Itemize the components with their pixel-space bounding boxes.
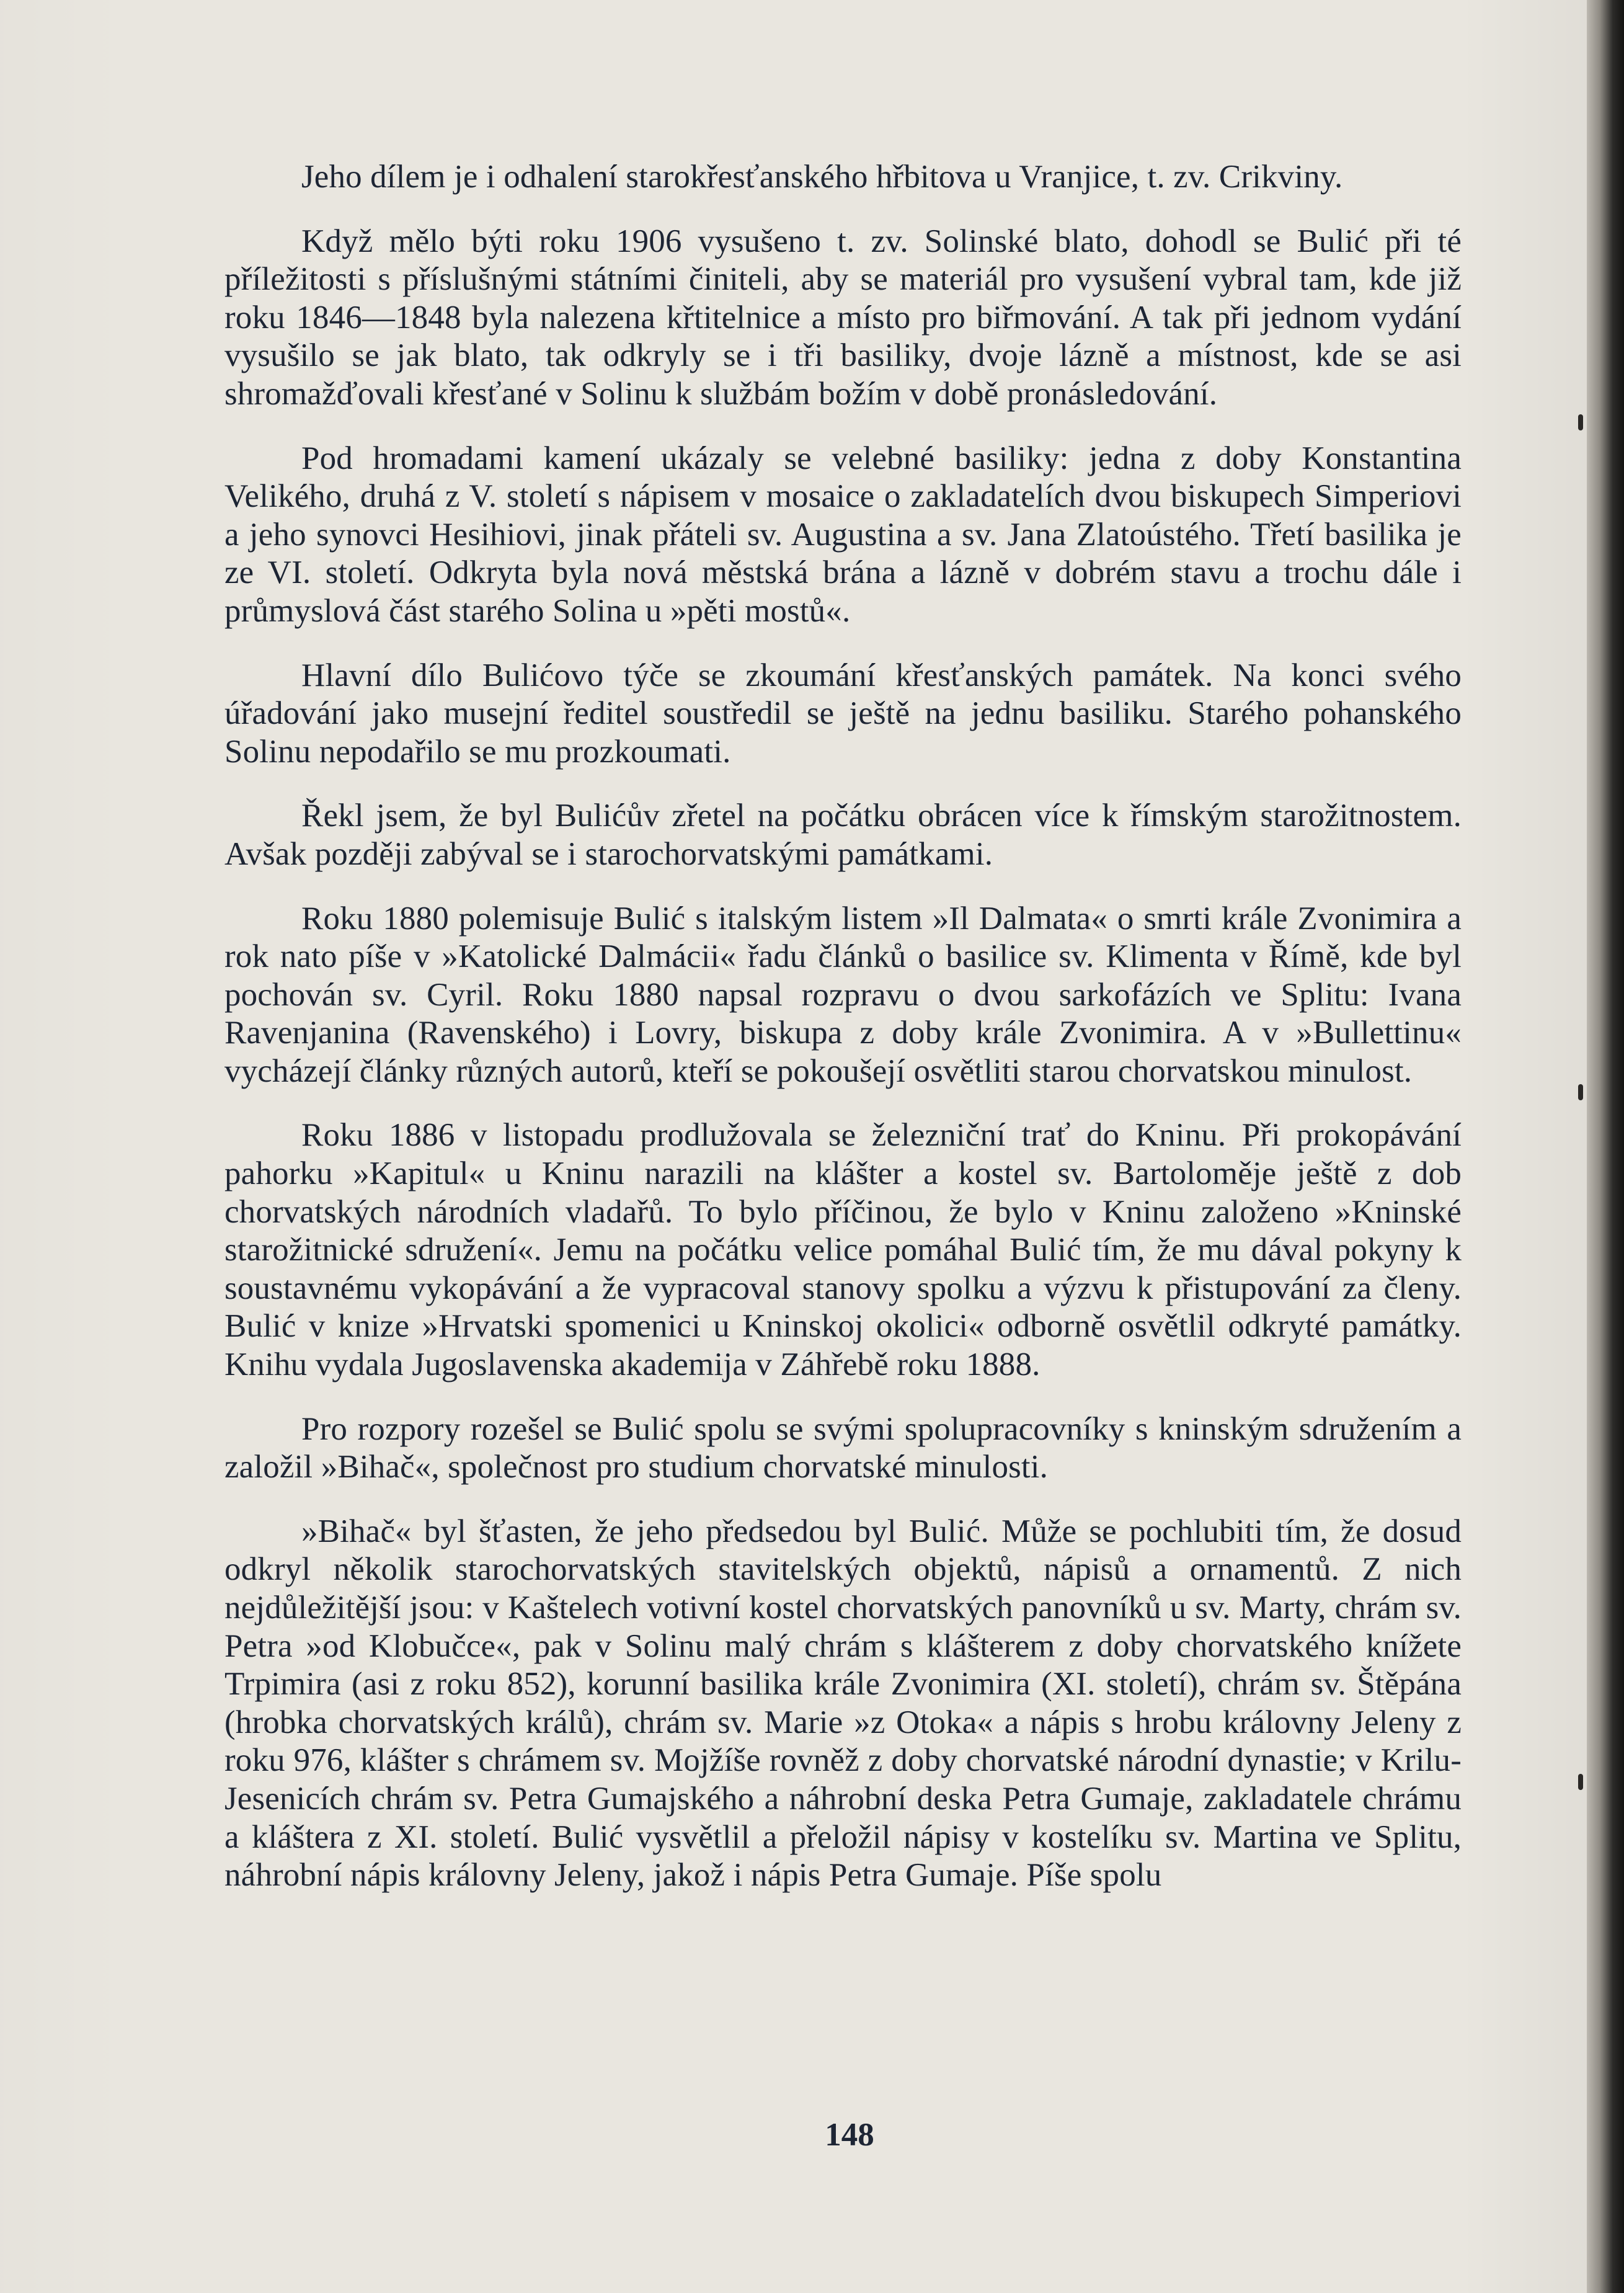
page-number: 148 [825,2117,874,2153]
book-binding-edge [1587,0,1624,2293]
page-body [224,158,1462,1921]
paragraph-1: Jeho dílem je i odhalení starokřesťanského hřbitova u Vranjice, t. zv. Crikviny. [301,159,1343,195]
paragraph-6: Roku 1880 polemisuje Bulić s italským listem »Il Dalmata« o smrti krále Zvonimira a rok nato píše v »Katolické Dalmácii« řadu článků o basilice sv. Klimenta v Římě, kde byl pochován sv. Cyril. Roku 1880 napsal rozpravu o dvou sarkofázích ve Splitu: Ivana Ravenjanina (Ravenského) i Lovry, biskupa z doby krále Zvonimira. A v »Bullettinu« vycházejí články různých autorů, kteří se pokoušejí osvětliti starou chorvatskou minulost. [224,900,1462,1089]
paragraph-3: Pod hromadami kamení ukázaly se velebné basiliky: jedna z doby Konstantina Velikého, druhá z V. století s nápisem v mosaice o zakladatelích dvou biskupech Simperiovi a jeho synovci Hesihiovi, jinak přáteli sv. Augustina a sv. Jana Zlatoústého. Třetí basilika je ze VI. století. Odkryta byla nová městská brána a lázně v dobrém stavu a trochu dále i průmyslová část starého Solina u »pěti mostů«. [224,440,1462,629]
paragraph-8: Pro rozpory rozešel se Bulić spolu se svými spolupracovníky s kninským sdružením a založil »Bihač«, společnost pro studium chorvatské minulosti. [224,1410,1462,1485]
paragraph-4: Hlavní dílo Bulićovo týče se zkoumání křesťanských památek. Na konci svého úřadování jako musejní ředitel soustředil se ještě na jednu basiliku. Starého pohanského Solinu nepodařilo se mu prozkoumati. [224,657,1462,770]
paragraph-5: Řekl jsem, že byl Bulićův zřetel na počátku obrácen více k římským starožitnostem. Avšak později zabýval se i starochorvatskými památkami. [224,798,1462,872]
paragraph-7: Roku 1886 v listopadu prodlužovala se železniční trať do Kninu. Při prokopávání pahorku »Kapitul« u Kninu narazili na klášter a kostel sv. Bartoloměje ještě z dob chorvatských národních vladařů. To bylo příčinou, že bylo v Kninu založeno »Kninské starožitnické sdružení«. Jemu na počátku velice pomáhal Bulić tím, že mu dával pokyny k soustavnému vykopávání a že vypracoval stanovy spolku a výzvu k přistupování za členy. Bulić v knize »Hrvatski spomenici u Kninskoj okolici« odborně osvětlil odkryté památky. Knihu vydala Jugoslavenska akademija v Záhřebě roku 1888. [224,1117,1462,1383]
binding-mark [1578,414,1583,430]
paragraph-2: Když mělo býti roku 1906 vysušeno t. zv. Solinské blato, dohodl se Bulić při té příležitosti s příslušnými státními činiteli, aby se materiál pro vysušení vybral tam, kde již roku 1846—1848 byla nalezena křtitelnice a místo pro biřmování. A tak při jednom vydání vysušilo se jak blato, tak odkryly se i tři basiliky, dvoje lázně a místnost, kde se asi shromažďovali křesťané v Solinu k službám božím v době pronásledování. [224,223,1462,412]
paragraph-9: »Bihač« byl šťasten, že jeho předsedou byl Bulić. Může se pochlubiti tím, že dosud odkryl několik starochorvatských stavitelských objektů, nápisů a ornamentů. Z nich nejdůležitější jsou: v Kaštelech votivní kostel chorvatských panovníků u sv. Marty, chrám sv. Petra »od Klobučce«, pak v Solinu malý chrám s klášterem z doby chorvatského knížete Trpimira (asi z roku 852), korunní basilika krále Zvonimira (XI. století), chrám sv. Štěpána (hrobka chorvatských králů), chrám sv. Marie »z Otoka« a nápis s hrobu královny Jeleny z roku 976, klášter s chrámem sv. Mojžíše rovněž z doby chorvatské národní dynastie; v Krilu-Jesenicích chrám sv. Petra Gumajského a náhrobní deska Petra Gumaje, zakladatele chrámu a kláštera z XI. století. Bulić vysvětlil a přeložil nápisy v kostelíku sv. Martina ve Splitu, náhrobní nápis královny Jeleny, jakož i nápis Petra Gumaje. Píše spolu [224,1513,1462,1894]
binding-mark [1578,1084,1583,1100]
binding-mark [1578,1774,1583,1790]
